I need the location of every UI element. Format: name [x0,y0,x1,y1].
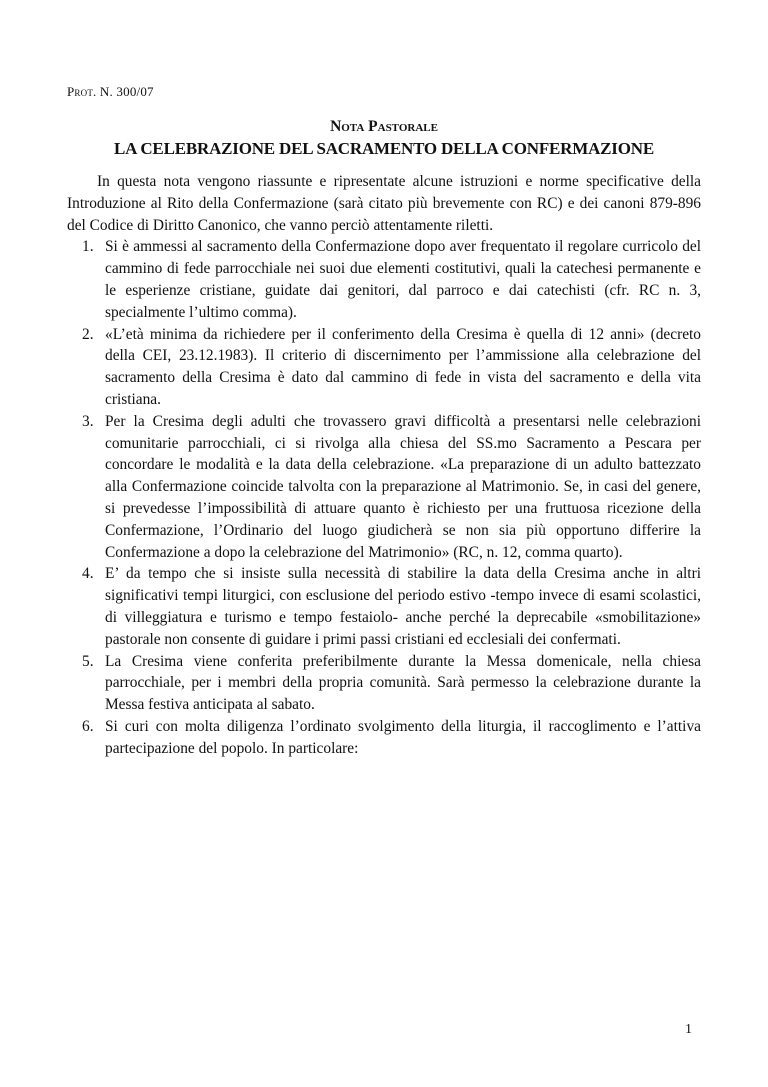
list-number: 3. [82,412,94,430]
list-text: E’ da tempo che si insiste sulla necessità di stabilire la data della Cresima anche in altri significativi tempi liturgici, con esclusione del periodo estivo -tempo invece di esami scolastici, di villeggiatura e turismo e tempo festaiolo- anche perché la deprecabile «smobilitazione» pastorale non consente di guidare i primi passi cristiani ed ecclesiali dei confermati. [105,565,701,648]
list-text: Si è ammessi al sacramento della Confermazione dopo aver frequentato il regolare curricolo del cammino di fede parrocchiale nei suoi due elementi costitutivi, quali la catechesi permanente e le esperienze cristiane, guidate dai genitori, dal parroco e dai catechisti (cfr. RC n. 3, specialmente l’ultimo comma). [105,238,701,321]
list-item [67,563,701,650]
document-title: LA CELEBRAZIONE DEL SACRAMENTO DELLA CONFERMAZIONE [114,139,654,158]
page-number: 1 [685,1022,692,1037]
numbered-list [67,236,701,759]
list-item [67,411,701,564]
protocol-number: Prot. N. 300/07 [67,84,154,99]
intro-paragraph: In questa nota vengono riassunte e ripresentate alcune istruzioni e norme specificative della Introduzione al Rito della Confermazione (sarà citato più brevemente con RC) e dei canoni 879-896 del Codice di Diritto Canonico, che vanno perciò attentamente riletti. [67,173,701,234]
document-body [67,171,701,760]
list-text: Si curi con molta diligenza l’ordinato svolgimento della liturgia, il raccoglimento e l’attiva partecipazione del popolo. In particolare: [105,717,701,757]
list-number: 1. [82,238,94,256]
list-text: «L’età minima da richiedere per il conferimento della Cresima è quella di 12 anni» (decreto della CEI, 23.12.1983). Il criterio di discernimento per l’ammissione alla celebrazione del sacramento della Cresima è dato dal cammino di fede in vista del sacramento e della vita cristiana. [105,325,701,408]
list-number: 2. [82,325,94,343]
list-text: La Cresima viene conferita preferibilmente durante la Messa domenicale, nella chiesa parrocchiale, per i membri della propria comunità. Sarà permesso la celebrazione durante la Messa festiva anticipata al sabato. [105,652,701,714]
list-number: 4. [82,565,94,583]
list-item [67,236,701,323]
list-item [67,651,701,716]
list-item [67,716,701,760]
list-item [67,324,701,411]
list-number: 6. [82,717,94,735]
list-text: Per la Cresima degli adulti che trovassero gravi difficoltà a presentarsi nelle celebrazioni comunitarie parrocchiali, ci si rivolga alla chiesa del SS.mo Sacramento a Pescara per concordare le modalità e la data della celebrazione. «La preparazione di un adulto battezzato alla Confermazione coincide talvolta con la preparazione al Matrimonio. Se, in casi del genere, si prevedesse l’impossibilità di attuare quanto è richiesto per una fruttuosa ricezione della Confermazione, l’Ordinario del luogo giudicherà se non sia più opportuno differire la Confermazione a dopo la celebrazione del Matrimonio» (RC, n. 12, comma quarto). [105,412,701,561]
document-subtitle: Nota Pastorale [330,118,438,135]
list-number: 5. [82,652,94,670]
